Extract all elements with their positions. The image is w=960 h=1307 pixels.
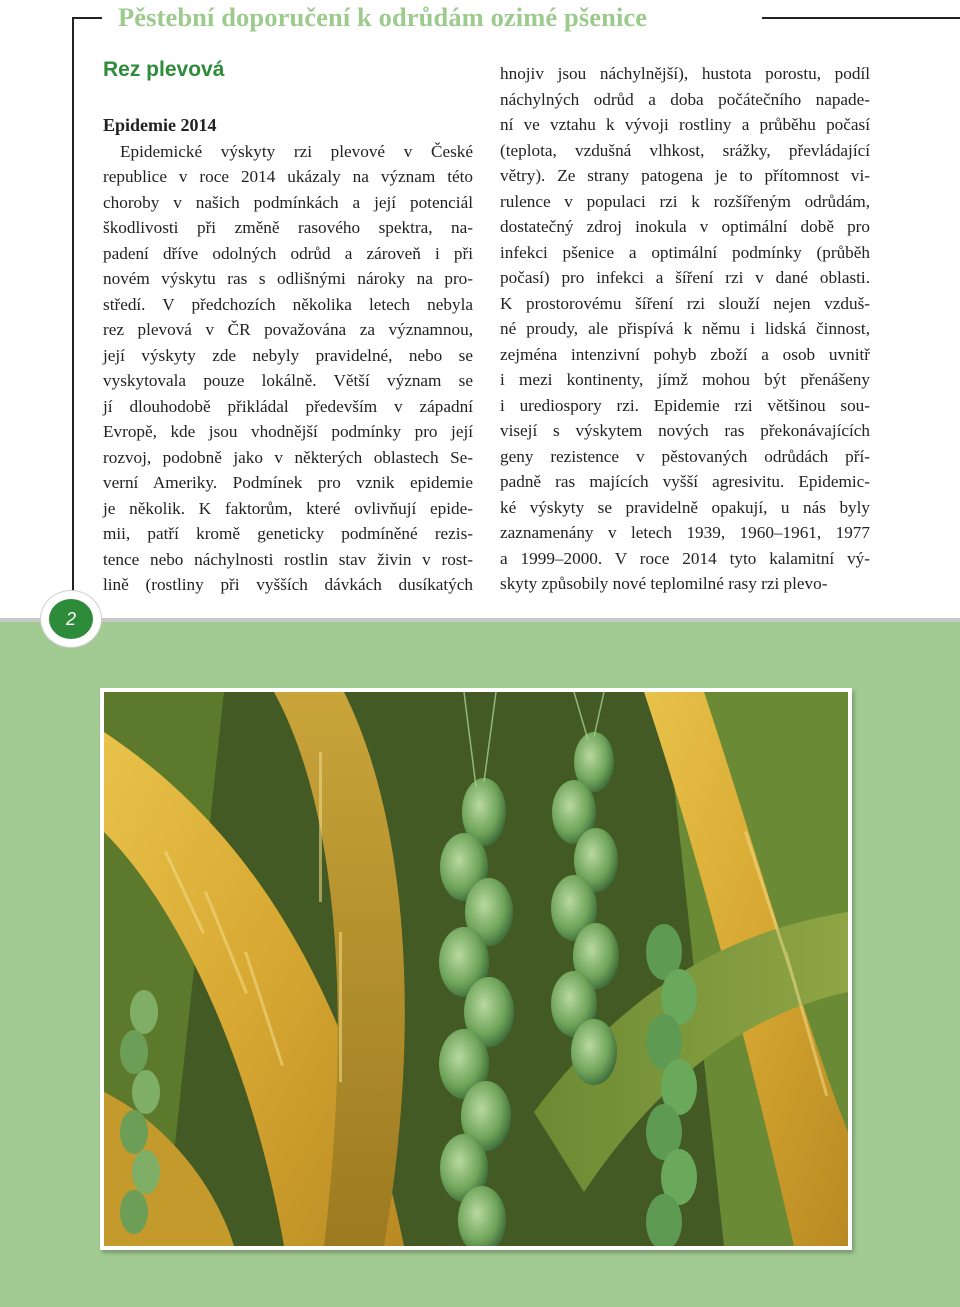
text-line: padně ras majících vyšší agresivitu. Epidemic- <box>500 472 870 491</box>
text-line: počasí) pro infekci a šíření rzi v dané oblasti. <box>500 268 870 287</box>
text-line: choroby v našich podmínkách a její potenciál <box>103 192 473 212</box>
text-line: padení dříve odolných odrůd a zároveň i při <box>103 243 473 263</box>
text-line: i mezi kontinenty, jímž mohou být přenášeny <box>500 370 870 389</box>
text-line: tence nebo náchylnosti rostlin stav živin v rost- <box>103 549 473 569</box>
text-line: rozvoj, podobně jako v některých oblastech Se- <box>103 447 473 467</box>
text-line: vyskytovala pouze lokálně. Větší význam se <box>103 371 473 390</box>
wheat-illustration <box>104 692 848 1246</box>
text-line: lině (rostliny při vyšších dávkách dusíkatých <box>103 575 473 594</box>
text-line: ké výskyty se pravidelně opakují, u nás byly <box>500 497 870 517</box>
text-line: skyty způsobily nové teplomilné rasy rzi plevo- <box>500 574 828 593</box>
left-margin-rule <box>72 17 74 622</box>
text-line: její výskyty zde nebyly pravidelné, nebo se <box>103 345 473 365</box>
text-line: Epidemické výskyty rzi plevové v České <box>120 141 473 161</box>
section-title: Rez plevová <box>103 58 225 81</box>
text-line: (teplota, vzdušná vlhkost, srážky, převládající <box>500 140 870 160</box>
text-line: republice v roce 2014 ukázaly na význam této <box>103 167 473 186</box>
text-line: dostatečný zdroj inokula v optimální době pro <box>500 217 870 236</box>
text-line: verní Ameriky. Podmínek pro vznik epidemie <box>103 473 473 492</box>
left-text-column <box>103 113 473 598</box>
text-line: škodlivosti při změně rasového spektra, na- <box>103 218 473 237</box>
text-line: infekci pšenice a optimální podmínky (průběh <box>500 242 870 262</box>
text-line: ní ve vztahu k vývoji rostliny a průběhu počasí <box>500 115 870 134</box>
text-line: středí. V předchozích několika letech nebyla <box>103 294 473 314</box>
header-rule-left <box>72 17 102 19</box>
text-line: i urediospory rzi. Epidemie rzi většinou sou- <box>500 395 870 415</box>
text-line: visejí s výskytem nových ras překonávajících <box>500 421 870 440</box>
text-line: hnojiv jsou náchylnější), hustota porostu, podíl <box>500 64 870 83</box>
text-line: rez plevová v ČR považována za významnou, <box>103 320 473 339</box>
band-top-edge <box>0 618 960 622</box>
text-line: geny rezistence v pěstovaných odrůdách pří- <box>500 446 870 466</box>
text-line: Evropě, kde jsou vhodnější podmínky pro její <box>103 422 473 441</box>
right-text-column <box>500 61 870 597</box>
text-line: novém výskytu ras s odlišnými nároky na pro- <box>103 269 473 288</box>
page-header-title: Pěstební doporučení k odrůdám ozimé pšenice <box>118 2 648 32</box>
page-number-badge <box>40 590 102 648</box>
header-rule-right <box>762 17 960 19</box>
text-line: K prostorovému šíření rzi slouží nejen vzduš- <box>500 293 870 313</box>
text-line: větry). Ze strany patogena je to přítomnost vi- <box>500 166 870 185</box>
text-line: zaznamenány v letech 1939, 1960–1961, 1977 <box>500 523 870 542</box>
text-line: rulence v populaci rzi k rozšířeným odrůdám, <box>500 191 870 211</box>
text-line: mii, patří kromě geneticky podmíněné rezis- <box>103 524 473 543</box>
text-line: a 1999–2000. V roce 2014 tyto kalamitní vý- <box>500 548 870 568</box>
text-line: né proudy, ale přispívá k němu i lidská činnost, <box>500 319 870 338</box>
wheat-stripe-rust-photo <box>104 692 848 1246</box>
text-line: jí dlouhodobě přikládal především v západní <box>103 396 473 416</box>
text-line: náchylných odrůd a doba počátečního napade- <box>500 89 870 109</box>
photo-frame <box>100 688 852 1250</box>
text-line: je několik. K faktorům, které ovlivňují epide- <box>103 498 473 518</box>
subheading: Epidemie 2014 <box>103 115 217 135</box>
page-number: 2 <box>49 599 93 639</box>
text-line: zejména intenzivní pohyb zboží a osob uvnitř <box>500 344 870 364</box>
